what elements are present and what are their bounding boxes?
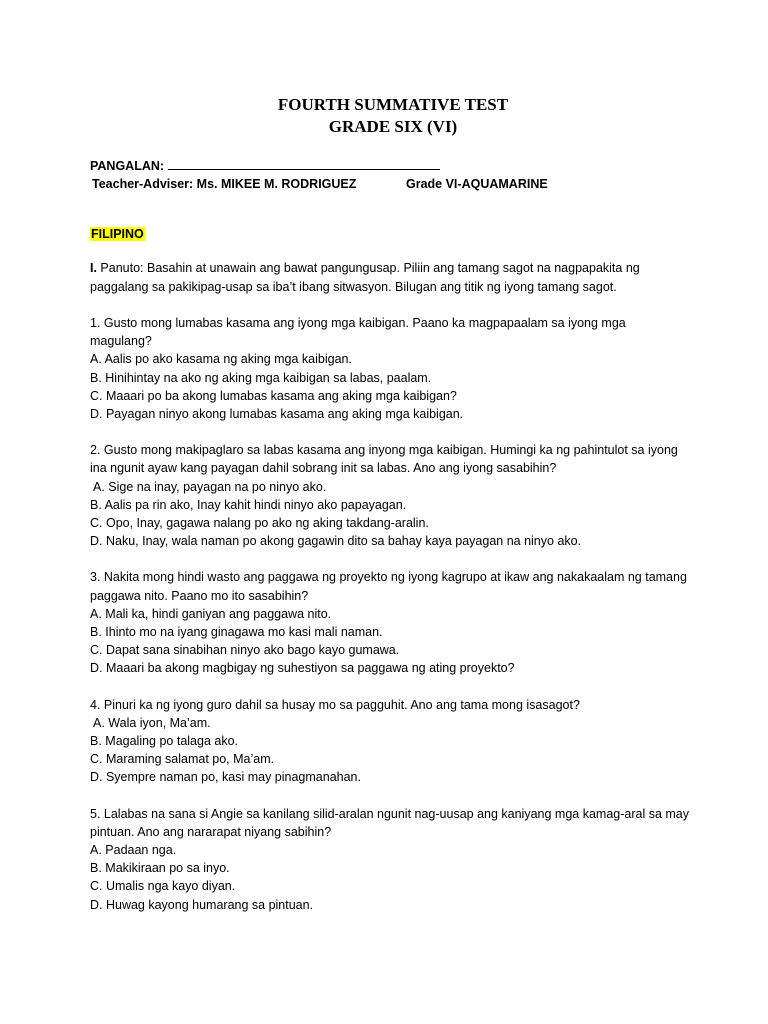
choice-d[interactable]: D. Naku, Inay, wala naman po akong gagawin dito sa bahay kaya payagan na ninyo ako. — [90, 534, 582, 549]
choice-c[interactable]: C. Dapat sana sinabihan ninyo ako bago kayo gumawa. — [90, 643, 400, 658]
name-row — [90, 156, 690, 175]
adviser-row — [90, 175, 690, 193]
question-stem: 3. Nakita mong hindi wasto ang paggawa ng proyekto ng iyong kagrupo at ikaw ang nakakaalam ng tamang paggawa nito. Paano mo ito sasabihin? — [90, 570, 687, 603]
instructions-number: I. — [90, 261, 97, 275]
question-2 — [90, 441, 690, 550]
choice-b[interactable]: B. Magaling po talaga ako. — [90, 734, 239, 749]
subject-highlight: FILIPINO — [91, 227, 144, 241]
choice-d[interactable]: D. Syempre naman po, kasi may pinagmanahan. — [90, 770, 361, 785]
document-page — [90, 94, 690, 914]
choice-d[interactable]: D. Maaari ba akong magbigay ng suhestiyon sa paggawa ng ating proyekto? — [90, 661, 515, 676]
instructions — [90, 259, 690, 296]
title-line-1: FOURTH SUMMATIVE TEST — [277, 95, 509, 114]
choice-b[interactable]: B. Ihinto mo na iyang ginagawa mo kasi mali naman. — [90, 625, 383, 640]
choice-a[interactable]: A. Mali ka, hindi ganiyan ang paggawa nito. — [90, 606, 332, 621]
choice-c[interactable]: C. Umalis nga kayo diyan. — [90, 879, 236, 894]
choice-a[interactable]: A. Padaan nga. — [90, 843, 177, 858]
adviser-label: Teacher-Adviser: Ms. MIKEE M. RODRIGUEZ — [92, 177, 357, 191]
choice-a[interactable]: A. Aalis po ako kasama ng aking mga kaibigan. — [90, 352, 352, 367]
question-1 — [90, 314, 690, 423]
name-blank-line[interactable] — [168, 156, 440, 170]
choice-c[interactable]: C. Maaari po ba akong lumabas kasama ang aking mga kaibigan? — [90, 388, 457, 403]
question-5 — [90, 805, 690, 914]
choice-c[interactable]: C. Opo, Inay, gagawa nalang po ako ng aking takdang-aralin. — [90, 516, 429, 531]
choice-b[interactable]: B. Aalis pa rin ako, Inay kahit hindi ninyo ako papayagan. — [90, 497, 407, 512]
choice-b[interactable]: B. Makikiraan po sa inyo. — [90, 861, 230, 876]
student-info — [90, 156, 690, 193]
choice-a[interactable]: A. Wala iyon, Ma’am. — [93, 715, 211, 730]
choice-c[interactable]: C. Maraming salamat po, Ma’am. — [90, 752, 275, 767]
title-line-2: GRADE SIX (VI) — [328, 117, 458, 136]
name-label: PANGALAN: — [90, 159, 165, 173]
grade-section: Grade VI-AQUAMARINE — [406, 177, 548, 191]
question-3 — [90, 568, 690, 677]
subject-heading — [90, 227, 690, 241]
question-stem: 2. Gusto mong makipaglaro sa labas kasama ang inyong mga kaibigan. Humingi ka ng pahintulot sa iyong ina ngunit ayaw kang payagan dahil sobrang init sa labas. Ano ang iyong sasabihin? — [90, 443, 678, 476]
choice-a[interactable]: A. Sige na inay, payagan na po ninyo ako. — [93, 479, 327, 494]
choice-d[interactable]: D. Payagan ninyo akong lumabas kasama ang aking mga kaibigan. — [90, 407, 464, 422]
test-title — [96, 94, 690, 138]
choice-b[interactable]: B. Hinihintay na ako ng aking mga kaibigan sa labas, paalam. — [90, 370, 432, 385]
question-stem: 1. Gusto mong lumabas kasama ang iyong mga kaibigan. Paano ka magpapaalam sa iyong mga magulang? — [90, 316, 626, 349]
choice-d[interactable]: D. Huwag kayong humarang sa pintuan. — [90, 897, 314, 912]
question-stem: 4. Pinuri ka ng iyong guro dahil sa husay mo sa pagguhit. Ano ang tama mong isasagot? — [90, 697, 580, 712]
instructions-text: Panuto: Basahin at unawain ang bawat pangungusap. Piliin ang tamang sagot na nagpapakita ng paggalang sa pakikipag-usap sa iba’t ibang sitwasyon. Bilugan ang titik ng iyong tamang sagot. — [90, 261, 640, 294]
question-4 — [90, 696, 690, 787]
question-stem: 5. Lalabas na sana si Angie sa kanilang silid-aralan ngunit nag-uusap ang kaniyang mga kamag-aral sa may pintuan. Ano ang nararapat niyang sabihin? — [90, 806, 689, 839]
